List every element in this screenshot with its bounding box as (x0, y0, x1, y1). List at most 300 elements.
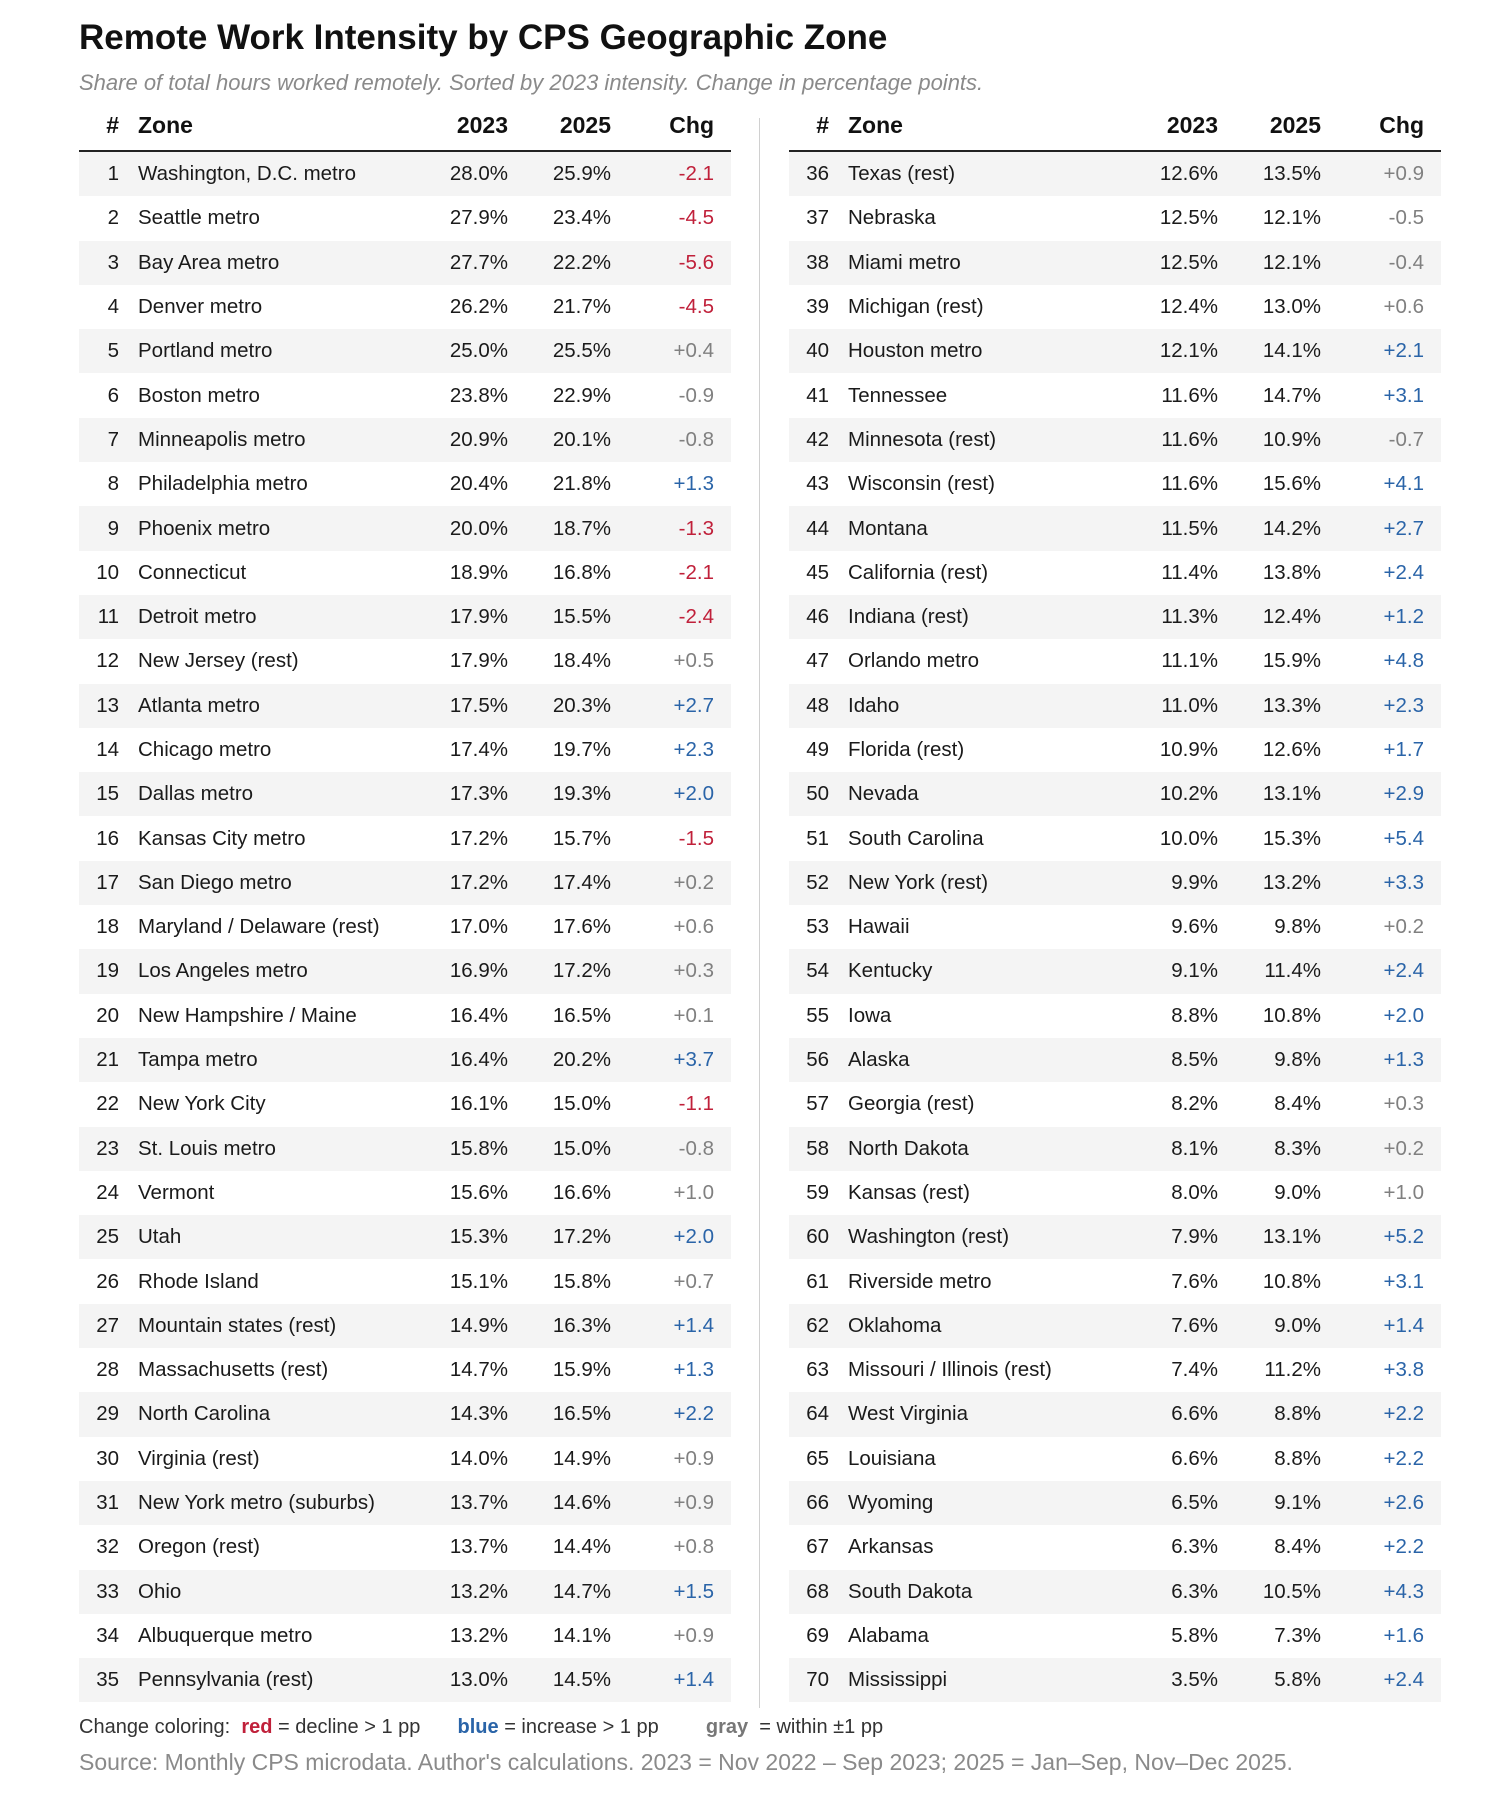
table-row (789, 506, 1441, 550)
value-2023-cell: 15.6% (449, 1180, 508, 1204)
rank-cell: 15 (96, 782, 119, 806)
rank-cell: 41 (806, 383, 829, 407)
table-row (79, 1259, 731, 1303)
zone-cell: Nebraska (848, 206, 936, 230)
value-2025-cell: 10.5% (1262, 1579, 1321, 1603)
zone-cell: Washington (rest) (848, 1225, 1010, 1249)
value-2023-cell: 6.6% (1171, 1446, 1218, 1470)
zone-cell: San Diego metro (138, 870, 292, 894)
table-row (789, 861, 1441, 905)
zone-cell: Ohio (138, 1579, 182, 1603)
zone-cell: Tampa metro (138, 1048, 258, 1072)
value-2023-cell: 11.6% (1161, 383, 1218, 407)
change-cell: +0.8 (673, 1535, 714, 1559)
value-2025-cell: 20.2% (552, 1048, 611, 1072)
table-row (789, 1082, 1441, 1126)
legend-label: Change coloring: (79, 1716, 231, 1738)
rank-cell: 1 (107, 162, 119, 186)
zone-cell: North Carolina (138, 1402, 271, 1426)
value-2025-cell: 13.8% (1262, 560, 1321, 584)
value-2023-cell: 5.8% (1171, 1623, 1218, 1647)
table-row (79, 462, 731, 506)
value-2025-cell: 15.3% (1262, 826, 1321, 850)
rank-cell: 16 (96, 826, 119, 850)
chart-title: Remote Work Intensity by CPS Geographic Zone (79, 18, 888, 57)
table-row (789, 1304, 1441, 1348)
rank-cell: 27 (96, 1313, 119, 1337)
value-2023-cell: 16.1% (449, 1092, 508, 1116)
value-2025-cell: 10.8% (1262, 1003, 1321, 1027)
zone-cell: South Dakota (848, 1579, 973, 1603)
table-row (79, 373, 731, 417)
rank-cell: 17 (96, 870, 119, 894)
value-2023-cell: 7.6% (1171, 1313, 1218, 1337)
change-cell: -0.5 (1388, 206, 1424, 230)
table-body-right (789, 152, 1441, 1702)
rank-cell: 18 (96, 915, 119, 939)
change-cell: +2.0 (1383, 1003, 1424, 1027)
zone-cell: Arkansas (848, 1535, 934, 1559)
header-2025: 2025 (559, 112, 611, 138)
value-2023-cell: 3.5% (1171, 1668, 1218, 1692)
change-cell: +1.0 (673, 1180, 714, 1204)
table-row (79, 1525, 731, 1569)
value-2023-cell: 8.2% (1171, 1092, 1218, 1116)
value-2025-cell: 13.2% (1262, 870, 1321, 894)
rank-cell: 23 (96, 1136, 119, 1160)
header-2025: 2025 (1269, 112, 1321, 138)
header-2023: 2023 (456, 112, 508, 138)
value-2023-cell: 16.9% (449, 959, 508, 983)
table-row (79, 1348, 731, 1392)
value-2023-cell: 13.2% (449, 1579, 508, 1603)
value-2025-cell: 8.4% (1274, 1535, 1321, 1559)
table-row (79, 1570, 731, 1614)
rank-cell: 5 (107, 339, 119, 363)
table-row (789, 949, 1441, 993)
rank-cell: 64 (806, 1402, 829, 1426)
change-cell: +1.2 (1383, 605, 1424, 629)
zone-cell: Utah (138, 1225, 182, 1249)
zone-cell: St. Louis metro (138, 1136, 276, 1160)
value-2023-cell: 17.9% (449, 605, 508, 629)
change-cell: +1.7 (1383, 738, 1424, 761)
rank-cell: 36 (806, 162, 829, 186)
zone-cell: Detroit metro (138, 605, 257, 629)
change-cell: +2.2 (673, 1402, 714, 1426)
value-2023-cell: 6.5% (1171, 1491, 1218, 1515)
zone-cell: Hawaii (848, 915, 910, 939)
rank-cell: 29 (96, 1402, 119, 1426)
zone-cell: Pennsylvania (rest) (138, 1668, 314, 1692)
table-row (789, 1215, 1441, 1259)
change-cell: +4.8 (1383, 649, 1424, 673)
change-cell: -1.3 (678, 516, 714, 540)
value-2025-cell: 16.8% (552, 560, 611, 584)
change-cell: +2.3 (1383, 693, 1424, 717)
rank-cell: 25 (96, 1225, 119, 1249)
value-2025-cell: 16.6% (552, 1180, 611, 1204)
value-2023-cell: 6.6% (1171, 1402, 1218, 1426)
table-row (789, 152, 1441, 196)
value-2025-cell: 15.8% (552, 1269, 611, 1293)
value-2025-cell: 19.3% (552, 782, 611, 806)
change-cell: -0.7 (1388, 427, 1424, 451)
change-cell: +1.6 (1383, 1623, 1424, 1647)
table-row (789, 639, 1441, 683)
rank-cell: 37 (806, 206, 829, 230)
rank-cell: 33 (96, 1579, 119, 1603)
value-2025-cell: 14.1% (1262, 339, 1321, 363)
value-2025-cell: 14.2% (1262, 516, 1321, 540)
table-row (789, 1525, 1441, 1569)
value-2023-cell: 9.6% (1171, 915, 1218, 939)
change-cell: +0.9 (1383, 162, 1424, 186)
rank-cell: 63 (806, 1358, 829, 1382)
zone-cell: Orlando metro (848, 649, 980, 673)
zone-cell: Texas (rest) (848, 162, 956, 186)
header-rank: # (106, 112, 119, 138)
change-cell: -0.8 (678, 1136, 714, 1160)
value-2025-cell: 17.6% (552, 915, 611, 939)
value-2025-cell: 19.7% (552, 738, 611, 761)
table-row (789, 285, 1441, 329)
table-row (79, 1481, 731, 1525)
rank-cell: 34 (96, 1623, 119, 1647)
value-2023-cell: 7.9% (1171, 1225, 1218, 1249)
table-row (79, 772, 731, 816)
change-cell: +0.5 (673, 649, 714, 673)
change-cell: +1.3 (673, 472, 714, 496)
table-row (79, 1127, 731, 1171)
table-row (789, 595, 1441, 639)
zone-cell: New Hampshire / Maine (138, 1003, 357, 1027)
change-cell: -2.1 (678, 162, 714, 186)
table-row (79, 1437, 731, 1481)
rank-cell: 20 (96, 1003, 119, 1027)
value-2023-cell: 15.3% (449, 1225, 508, 1249)
zone-cell: Mississippi (848, 1668, 948, 1692)
rank-cell: 19 (96, 959, 119, 983)
value-2023-cell: 11.3% (1161, 605, 1218, 629)
value-2023-cell: 10.0% (1159, 826, 1218, 850)
value-2025-cell: 8.8% (1274, 1402, 1321, 1426)
value-2025-cell: 14.4% (552, 1535, 611, 1559)
value-2023-cell: 17.2% (449, 870, 508, 894)
value-2023-cell: 8.1% (1171, 1136, 1218, 1160)
value-2025-cell: 9.8% (1274, 915, 1321, 939)
table-row (789, 816, 1441, 860)
value-2023-cell: 17.2% (449, 826, 508, 850)
table-row (789, 728, 1441, 772)
legend-red-text: = decline > 1 pp (278, 1716, 421, 1738)
table-row (79, 1215, 731, 1259)
change-cell: +4.1 (1383, 472, 1424, 496)
value-2025-cell: 17.2% (552, 1225, 611, 1249)
zone-cell: Portland metro (138, 339, 273, 363)
value-2025-cell: 17.2% (552, 959, 611, 983)
header-chg: Chg (669, 112, 714, 138)
zone-cell: Idaho (848, 693, 900, 717)
rank-cell: 3 (107, 250, 119, 274)
table-row (789, 994, 1441, 1038)
value-2023-cell: 23.8% (449, 383, 508, 407)
zone-cell: Phoenix metro (138, 516, 271, 540)
table-row (79, 1082, 731, 1126)
rank-cell: 58 (806, 1136, 829, 1160)
table-row (79, 418, 731, 462)
value-2023-cell: 16.4% (449, 1048, 508, 1072)
rank-cell: 66 (806, 1491, 829, 1515)
zone-cell: New York City (138, 1092, 266, 1116)
rank-cell: 54 (806, 959, 829, 983)
value-2025-cell: 8.4% (1274, 1092, 1321, 1116)
value-2023-cell: 26.2% (449, 295, 508, 319)
change-cell: +2.4 (1383, 560, 1424, 584)
zone-cell: Louisiana (848, 1446, 936, 1470)
value-2023-cell: 10.2% (1159, 782, 1218, 806)
value-2025-cell: 23.4% (552, 206, 611, 230)
table-row (789, 684, 1441, 728)
value-2023-cell: 13.2% (449, 1623, 508, 1647)
value-2025-cell: 8.8% (1274, 1446, 1321, 1470)
value-2023-cell: 20.4% (449, 472, 508, 496)
value-2023-cell: 15.8% (449, 1136, 508, 1160)
zone-cell: Chicago metro (138, 738, 272, 761)
zone-cell: Wisconsin (rest) (848, 472, 995, 496)
change-cell: +4.3 (1383, 1579, 1424, 1603)
table-row (79, 1658, 731, 1702)
rank-cell: 51 (806, 826, 829, 850)
zone-cell: Massachusetts (rest) (138, 1358, 329, 1382)
value-2025-cell: 13.1% (1262, 1225, 1321, 1249)
legend-gray-word: gray (705, 1716, 749, 1738)
value-2025-cell: 14.9% (552, 1446, 611, 1470)
value-2025-cell: 12.6% (1262, 738, 1321, 761)
value-2025-cell: 20.1% (552, 427, 611, 451)
value-2025-cell: 14.7% (1262, 383, 1321, 407)
table-row (79, 152, 731, 196)
change-cell: +1.5 (673, 1579, 714, 1603)
value-2025-cell: 10.9% (1262, 427, 1321, 451)
change-cell: +0.6 (673, 915, 714, 939)
value-2023-cell: 9.1% (1171, 959, 1218, 983)
zone-cell: Alaska (848, 1048, 910, 1072)
value-2023-cell: 14.9% (449, 1313, 508, 1337)
change-cell: +1.4 (673, 1313, 714, 1337)
zone-cell: Atlanta metro (138, 693, 260, 717)
table-row (789, 905, 1441, 949)
value-2023-cell: 16.4% (449, 1003, 508, 1027)
table-row (79, 551, 731, 595)
table-row (79, 196, 731, 240)
change-cell: +0.7 (673, 1269, 714, 1293)
rank-cell: 67 (806, 1535, 829, 1559)
value-2025-cell: 13.3% (1262, 693, 1321, 717)
value-2023-cell: 27.7% (449, 250, 508, 274)
rank-cell: 62 (806, 1313, 829, 1337)
table-row (789, 1171, 1441, 1215)
value-2023-cell: 12.5% (1159, 250, 1218, 274)
change-cell: +0.9 (673, 1446, 714, 1470)
value-2025-cell: 10.8% (1262, 1269, 1321, 1293)
change-cell: +0.2 (1383, 915, 1424, 939)
legend-red-word: red (241, 1716, 273, 1738)
table-row (79, 1304, 731, 1348)
legend-blue-text: = increase > 1 pp (504, 1716, 659, 1738)
table-row (79, 1038, 731, 1082)
zone-cell: Mountain states (rest) (138, 1313, 337, 1337)
value-2023-cell: 10.9% (1159, 738, 1218, 761)
table-header-left (79, 100, 731, 152)
change-cell: +2.4 (1383, 959, 1424, 983)
rank-cell: 57 (806, 1092, 829, 1116)
rank-cell: 31 (96, 1491, 119, 1515)
table-row (789, 196, 1441, 240)
change-cell: +3.3 (1383, 870, 1424, 894)
value-2023-cell: 14.7% (449, 1358, 508, 1382)
table-row (79, 1171, 731, 1215)
change-cell: +1.0 (1383, 1180, 1424, 1204)
value-2025-cell: 9.8% (1274, 1048, 1321, 1072)
change-cell: -0.4 (1388, 250, 1424, 274)
value-2025-cell: 13.0% (1262, 295, 1321, 319)
table-row (789, 772, 1441, 816)
rank-cell: 28 (96, 1358, 119, 1382)
change-cell: +2.3 (673, 738, 714, 761)
value-2025-cell: 16.3% (552, 1313, 611, 1337)
source-note: Source: Monthly CPS microdata. Author's calculations. 2023 = Nov 2022 – Sep 2023; 2025 = Jan–Sep, Nov–Dec 2025. (79, 1749, 1293, 1775)
value-2023-cell: 13.7% (449, 1491, 508, 1515)
value-2025-cell: 20.3% (552, 693, 611, 717)
table-row (789, 1481, 1441, 1525)
change-cell: +0.1 (673, 1003, 714, 1027)
value-2023-cell: 6.3% (1171, 1535, 1218, 1559)
value-2025-cell: 13.5% (1262, 162, 1321, 186)
chart-subtitle: Share of total hours worked remotely. Sorted by 2023 intensity. Change in percentage points. (79, 70, 984, 95)
rank-cell: 21 (96, 1048, 119, 1072)
value-2023-cell: 17.0% (449, 915, 508, 939)
change-cell: +0.4 (673, 339, 714, 363)
table-row (789, 418, 1441, 462)
zone-cell: Denver metro (138, 295, 263, 319)
value-2025-cell: 15.6% (1262, 472, 1321, 496)
value-2023-cell: 15.1% (449, 1269, 508, 1293)
zone-cell: Montana (848, 516, 928, 540)
change-cell: +5.2 (1383, 1225, 1424, 1249)
zone-cell: Los Angeles metro (138, 959, 308, 983)
value-2025-cell: 22.9% (552, 383, 611, 407)
rank-cell: 9 (107, 516, 119, 540)
change-cell: +0.2 (673, 870, 714, 894)
rank-cell: 13 (96, 693, 119, 717)
value-2025-cell: 7.3% (1274, 1623, 1321, 1647)
rank-cell: 49 (806, 738, 829, 761)
value-2023-cell: 17.4% (449, 738, 508, 761)
value-2025-cell: 16.5% (552, 1402, 611, 1426)
rank-cell: 12 (96, 649, 119, 673)
table-row (79, 595, 731, 639)
zone-cell: Maryland / Delaware (rest) (138, 915, 380, 939)
change-cell: +2.0 (673, 782, 714, 806)
zone-cell: Kansas (rest) (848, 1180, 970, 1204)
rank-cell: 39 (806, 295, 829, 319)
table-row (79, 949, 731, 993)
rank-cell: 40 (806, 339, 829, 363)
value-2023-cell: 11.6% (1161, 472, 1218, 496)
change-cell: +2.2 (1383, 1402, 1424, 1426)
value-2025-cell: 15.5% (552, 605, 611, 629)
table-row (789, 241, 1441, 285)
zone-cell: North Dakota (848, 1136, 969, 1160)
table-row (79, 241, 731, 285)
change-cell: +2.0 (673, 1225, 714, 1249)
table-row (789, 462, 1441, 506)
value-2023-cell: 17.5% (449, 693, 508, 717)
value-2023-cell: 12.4% (1159, 295, 1218, 319)
value-2023-cell: 17.3% (449, 782, 508, 806)
change-cell: -1.5 (678, 826, 714, 850)
value-2023-cell: 13.0% (449, 1668, 508, 1692)
table-row (79, 329, 731, 373)
zone-cell: Florida (rest) (848, 738, 965, 761)
change-cell: +0.9 (673, 1623, 714, 1647)
header-rank: # (816, 112, 829, 138)
value-2025-cell: 18.7% (552, 516, 611, 540)
zone-cell: Virginia (rest) (138, 1446, 260, 1470)
change-cell: +2.4 (1383, 1668, 1424, 1692)
value-2025-cell: 9.0% (1274, 1180, 1321, 1204)
zone-cell: Dallas metro (138, 782, 254, 806)
value-2025-cell: 22.2% (552, 250, 611, 274)
table-row (789, 551, 1441, 595)
value-2023-cell: 25.0% (449, 339, 508, 363)
value-2025-cell: 14.1% (552, 1623, 611, 1647)
value-2025-cell: 5.8% (1274, 1668, 1321, 1692)
zone-cell: Bay Area metro (138, 250, 280, 274)
rank-cell: 68 (806, 1579, 829, 1603)
value-2025-cell: 9.1% (1274, 1491, 1321, 1515)
change-cell: -5.6 (678, 250, 714, 274)
rank-cell: 11 (97, 605, 119, 629)
value-2023-cell: 20.9% (449, 427, 508, 451)
table-row (789, 1437, 1441, 1481)
table-row (79, 1614, 731, 1658)
change-cell: +2.2 (1383, 1535, 1424, 1559)
zone-cell: Oklahoma (848, 1313, 942, 1337)
table-row (789, 373, 1441, 417)
rank-cell: 32 (96, 1535, 119, 1559)
value-2023-cell: 11.6% (1161, 427, 1218, 451)
change-cell: +3.8 (1383, 1358, 1424, 1382)
value-2025-cell: 14.6% (552, 1491, 611, 1515)
zone-cell: Nevada (848, 782, 919, 806)
change-cell: +2.6 (1383, 1491, 1424, 1515)
change-cell: +2.9 (1383, 782, 1424, 806)
value-2023-cell: 18.9% (449, 560, 508, 584)
zone-cell: Kentucky (848, 959, 933, 983)
value-2023-cell: 8.5% (1171, 1048, 1218, 1072)
value-2023-cell: 27.9% (449, 206, 508, 230)
change-cell: -2.1 (678, 560, 714, 584)
zone-cell: Missouri / Illinois (rest) (848, 1358, 1052, 1382)
rank-cell: 59 (806, 1180, 829, 1204)
value-2023-cell: 8.8% (1171, 1003, 1218, 1027)
table-row (789, 1392, 1441, 1436)
value-2023-cell: 28.0% (449, 162, 508, 186)
header-2023: 2023 (1166, 112, 1218, 138)
change-cell: +0.9 (673, 1491, 714, 1515)
